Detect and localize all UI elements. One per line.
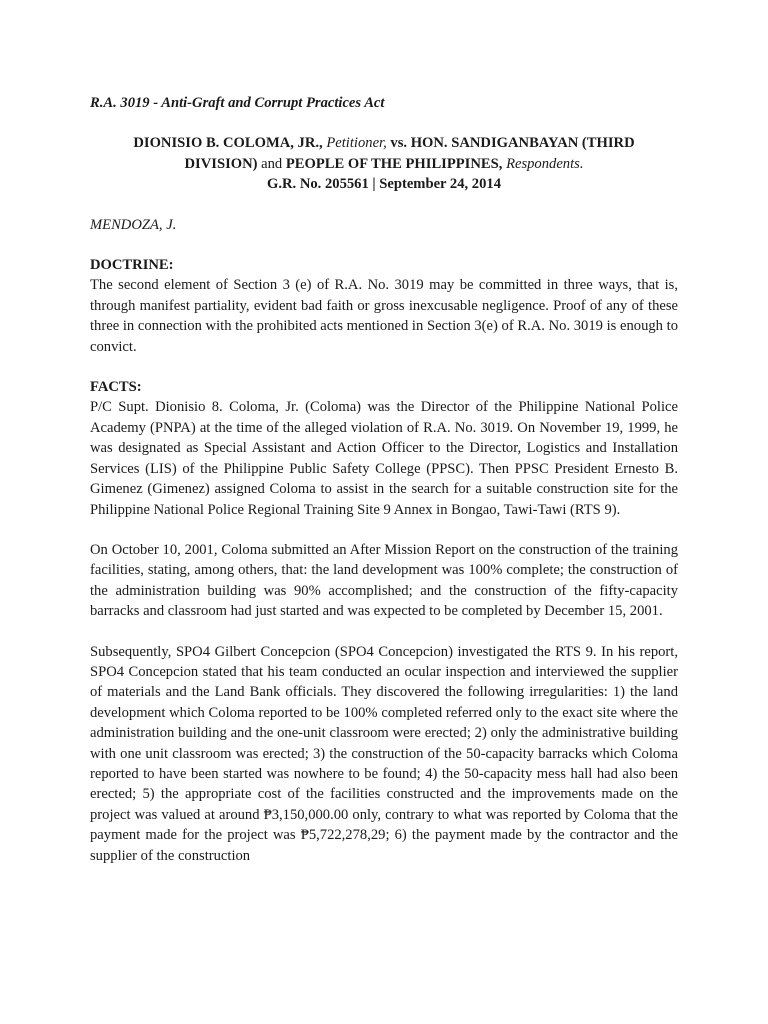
facts-paragraph: Subsequently, SPO4 Gilbert Concepcion (SPO4 Concepcion) investigated the RTS 9. In his report, SPO4 Concepcion stated that his team conducted an ocular inspection and interviewed the supplier of materials and the Land Bank officials. They discovered the following irregularities: 1) the land development which Coloma reported to be 100% completed referred only to the exact site where the administration building and the one-unit classroom were erected; 2) only the administrative building with one unit classroom was erected; 3) the construction of the 50-capacity barracks which Coloma reported to have been started was nowhere to be found; 4) the 50-capacity mess hall had also been erected; 5) the appropriate cost of the facilities constructed and the improvements made on the project was valued at around ₱3,150,000.00 only, contrary to what was reported by Coloma that the payment made for the project was ₱5,722,278,29; 6) the payment made by the contractor and the supplier of the construction [90, 643, 678, 864]
gr-number-line: G.R. No. 205561 | September 24, 2014 [267, 176, 501, 193]
ponente: MENDOZA, J. [90, 216, 177, 233]
facts-paragraph: On October 10, 2001, Coloma submitted an After Mission Report on the construction of the training facilities, stating, among others, that: the land development was 100% complete; the construction of the administration building was 90% accomplished; and the construction of the fifty-capacity barracks and classroom had just started and was expected to be completed by December 15, 2001. [90, 541, 678, 620]
facts-paragraph: P/C Supt. Dionisio 8. Coloma, Jr. (Coloma) was the Director of the Philippine National Police Academy (PNPA) at the time of the alleged violation of R.A. No. 3019. On November 19, 1999, he was designated as Special Assistant and Action Officer to the Director, Logistics and Installation Services (LIS) of the Philippine Public Safety College (PPSC). Then PPSC President Ernesto B. Gimenez (Gimenez) assigned Coloma to assist in the search for a suitable construction site for the Philippine National Police Regional Training Site 9 Annex in Bongao, Tawi-Tawi (RTS 9). [90, 399, 678, 518]
petitioner-name: DIONISIO B. COLOMA, JR., [133, 135, 323, 152]
respondents-role: Respondents. [506, 155, 584, 172]
caption-and: and [261, 155, 283, 172]
facts-heading: FACTS: [90, 379, 142, 396]
law-title: R.A. 3019 - Anti-Graft and Corrupt Practices Act [90, 95, 385, 111]
petitioner-role: Petitioner, [326, 135, 387, 152]
respondent-people: PEOPLE OF THE PHILIPPINES, [285, 155, 503, 172]
doctrine-heading: DOCTRINE: [90, 257, 174, 274]
respondent-sandiganbayan: vs. HON. SANDIGANBAYAN (THIRD DIVISION) [184, 135, 635, 172]
case-caption [90, 133, 678, 174]
doctrine-text: The second element of Section 3 (e) of R.A. No. 3019 may be committed in three ways, that is, through manifest partiality, evident bad faith or gross inexcusable negligence. Proof of any of these three in connection with the prohibited acts mentioned in Section 3(e) of R.A. No. 3019 is enough to convict. [90, 277, 678, 355]
